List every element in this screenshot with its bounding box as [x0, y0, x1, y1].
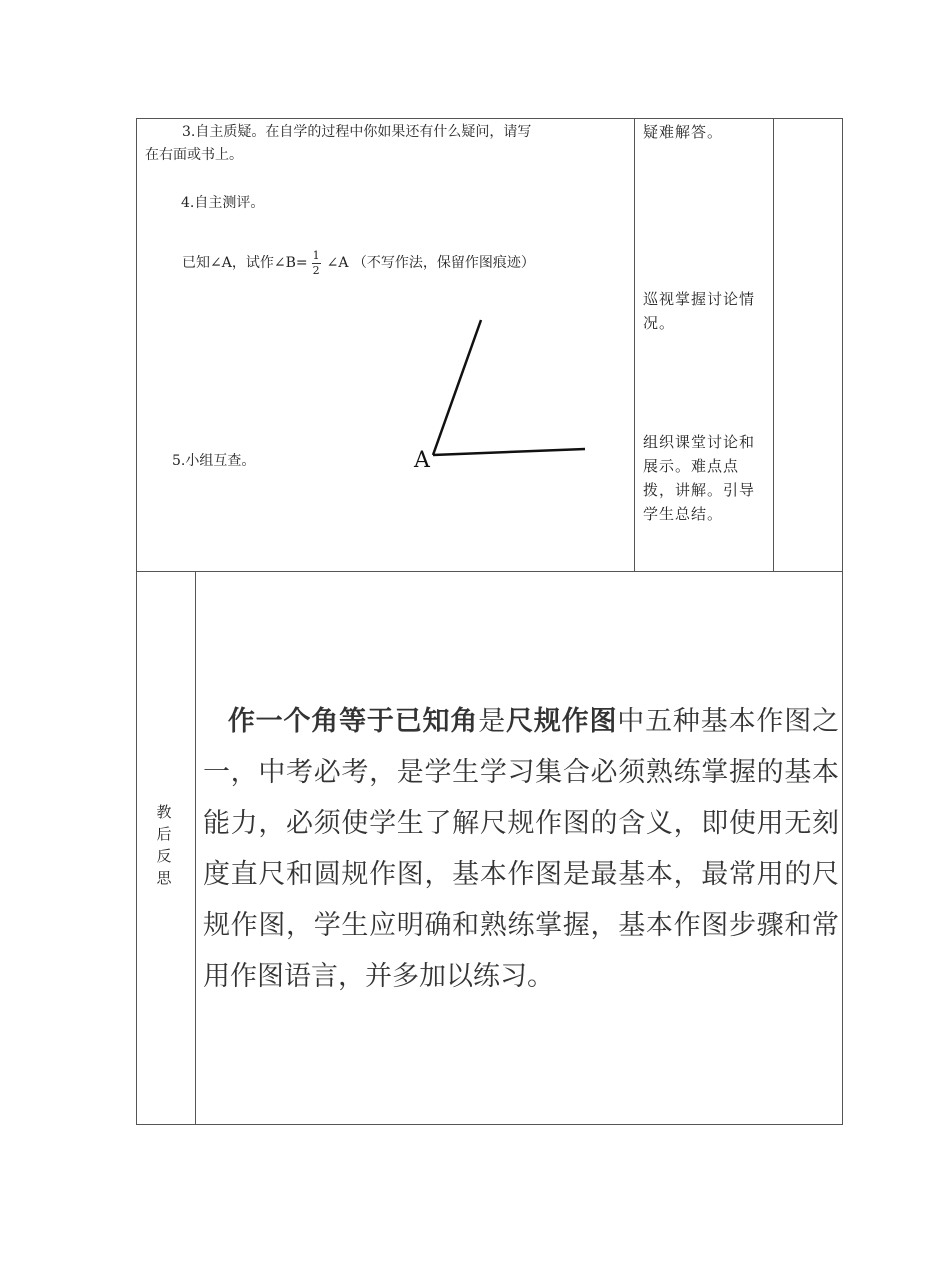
- task-suffix: ∠A （不写作法，保留作图痕迹）: [326, 255, 535, 271]
- reflection-bold-1: 作一个角等于已知角: [227, 706, 479, 737]
- item4-self-test: 4.自主测评。: [181, 195, 265, 211]
- table-bottom-border: [136, 1124, 843, 1125]
- item3-line1: 3.自主质疑。在自学的过程中你如果还有什么疑问，请写: [182, 124, 532, 140]
- given-angle-figure: [400, 310, 600, 480]
- column-divider-reflection: [195, 571, 196, 1125]
- teacher-note-patrol: 巡视掌握讨论情况。: [643, 290, 756, 332]
- reflection-body: 中五种基本作图之一，中考必考，是学生学习集合必须熟练掌握的基本能力，必须使学生了解尺规作图的含义，即使用无刻度直尺和圆规作图，基本作图是最基本，最常用的尺规作图，学生应明确和熟练掌握，基本作图步骤和常用作图语言，并多加以练习。: [203, 706, 840, 992]
- angle-lower-ray: [433, 449, 585, 455]
- item5-group-check: 5.小组互查。: [172, 453, 256, 469]
- vertex-label-a: A: [414, 448, 430, 473]
- reflection-bold-2: 尺规作图: [506, 706, 618, 737]
- fraction-numerator: 1: [312, 248, 320, 262]
- angle-upper-ray: [433, 320, 481, 455]
- construction-task: [182, 243, 535, 283]
- teacher-note-answer: 疑难解答。: [643, 123, 724, 141]
- column-divider-notes: [773, 118, 774, 572]
- row-divider: [136, 571, 843, 572]
- reflection-label: 教后反思: [156, 803, 172, 887]
- fraction-one-half: [312, 249, 321, 278]
- reflection-connector: 是: [478, 706, 507, 737]
- table-top-border: [136, 118, 843, 119]
- task-prefix: 已知∠A，试作∠B=: [182, 255, 308, 271]
- fraction-denominator: 2: [312, 263, 320, 277]
- reflection-paragraph: [203, 696, 839, 1002]
- item3-line2: 在右面或书上。: [145, 147, 243, 163]
- table-left-border: [136, 118, 137, 1125]
- table-right-border: [842, 118, 843, 1125]
- teacher-note-organize: 组织课堂讨论和展示。难点点拨，讲解。引导学生总结。: [643, 433, 756, 523]
- column-divider-teacher: [634, 118, 635, 572]
